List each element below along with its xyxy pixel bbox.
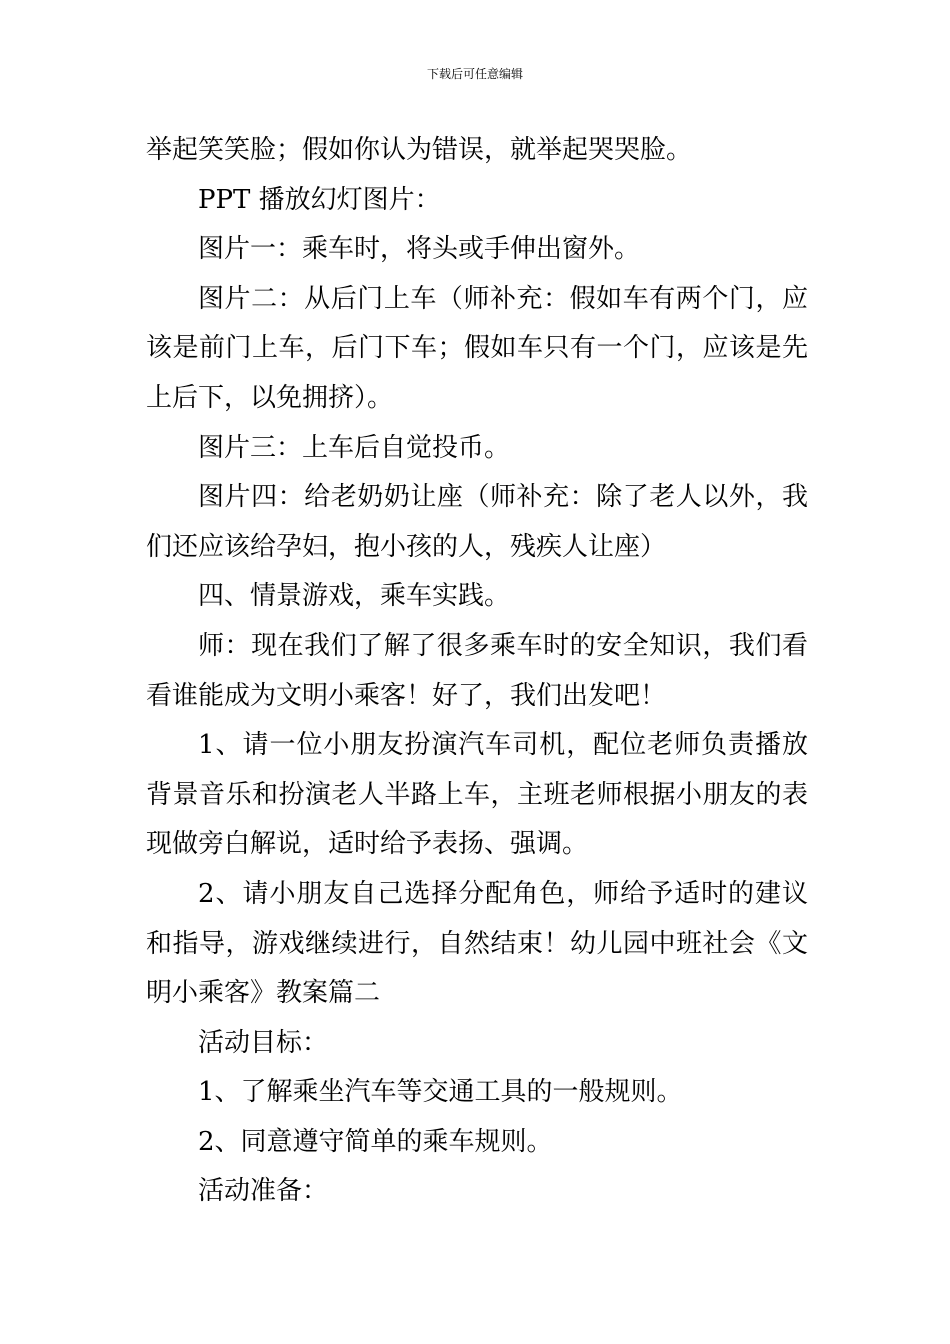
paragraph-11: 活动目标：	[198, 1027, 329, 1058]
paragraph-4: 图片二：从后门上车（师补充：假如车有两个门，应该是前门上车，后门下车；假如车只有一个门，应该是先上后下，以免拥挤）。	[146, 283, 808, 413]
paragraph-14: 活动准备：	[198, 1176, 329, 1207]
paragraph-10: 2、请小朋友自己选择分配角色，师给予适时的建议和指导，游戏继续进行，自然结束！幼儿园中班社会《文明小乘客》教案篇二	[146, 878, 808, 1009]
paragraph-1: 举起笑笑脸；假如你认为错误，就举起哭哭脸。	[146, 135, 693, 165]
paragraph-8: 师：现在我们了解了很多乘车时的安全知识，我们看看谁能成为文明小乘客！好了，我们出发吧！	[146, 630, 808, 711]
paragraph-6: 图片四：给老奶奶让座（师补充：除了老人以外，我们还应该给孕妇，抱小孩的人，残疾人让座）	[146, 482, 808, 562]
paragraph-2: PPT 播放幻灯图片：	[198, 184, 441, 215]
paragraph-3: 图片一：乘车时，将头或手伸出窗外。	[198, 234, 641, 265]
paragraph-9: 1、请一位小朋友扮演汽车司机，配位老师负责播放背景音乐和扮演老人半路上车，主班老师根据小朋友的表现做旁白解说，适时给予表扬、强调。	[146, 730, 808, 860]
paragraph-5: 图片三：上车后自觉投币。	[198, 432, 511, 463]
page-header: 下载后可任意编辑	[426, 67, 523, 81]
paragraph-13: 2、同意遵守简单的乘车规则。	[198, 1126, 553, 1157]
document-body	[146, 126, 808, 1217]
paragraph-7: 四、情景游戏，乘车实践。	[198, 581, 511, 612]
paragraph-12: 1、了解乘坐汽车等交通工具的一般规则。	[198, 1077, 683, 1108]
